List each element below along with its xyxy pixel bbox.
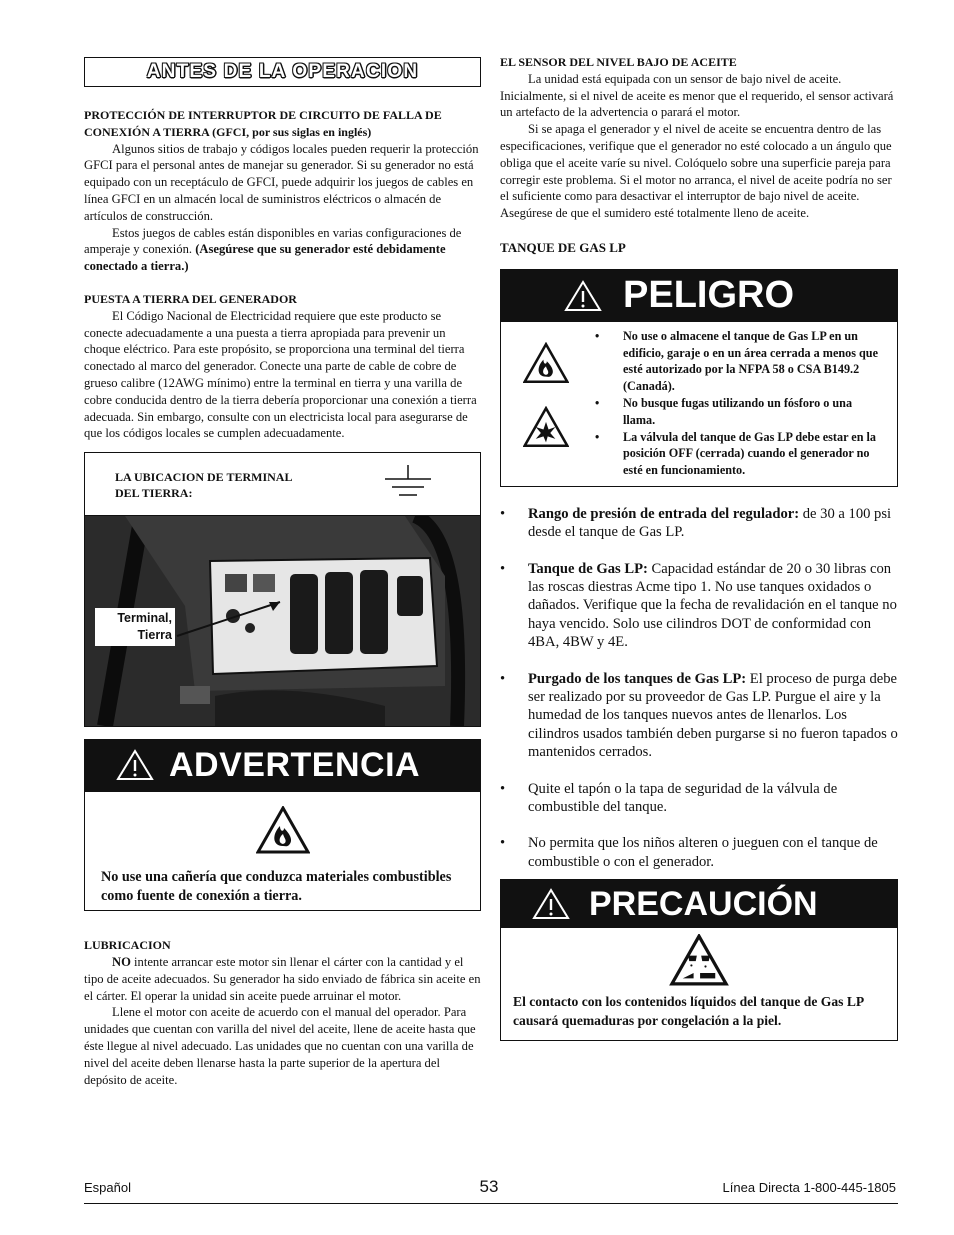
warning-box xyxy=(84,739,481,911)
warning-triangle-icon xyxy=(563,279,603,313)
terminal-label: Terminal, Tierra xyxy=(95,608,175,646)
lubrication-paragraph-1: NO intente arrancar este motor sin llenar el cárter con la cantidad y el tipo de aceite adecuados. Su generador ha sido enviado de fábrica sin aceite en el cárter. El operar la unidad sin aceite puede arruinar el motor. xyxy=(84,954,481,1003)
lp-bullet: • No permita que los niños alteren o jueguen con el tanque de combustible o con el generador. xyxy=(500,834,898,871)
warning-header xyxy=(85,740,480,792)
generator-photo xyxy=(84,516,481,727)
lp-bullet: • Purgado de los tanques de Gas LP: El proceso de purga debe ser realizado por su proveedor de Gas LP. Purgue el aire y la humedad de los tanques nuevos antes de llenarlos. Los cilindros usados también deben purgarse si no fueron tapados o mantenidos cerrados. xyxy=(500,670,898,762)
danger-title: PELIGRO xyxy=(623,274,795,317)
gfci-heading: PROTECCIÓN DE INTERRUPTOR DE CIRCUITO DE FALLA DE CONEXIÓN A TIERRA (GFCI, por sus siglas en inglés) xyxy=(84,108,442,139)
page-number: 53 xyxy=(479,1177,499,1196)
oil-sensor-heading: EL SENSOR DEL NIVEL BAJO DE ACEITE xyxy=(500,55,737,69)
ground-symbol-icon xyxy=(383,465,433,505)
figure-caption-box xyxy=(84,452,481,516)
footer-language: Español xyxy=(84,1180,131,1195)
lubrication-heading: LUBRICACION xyxy=(84,938,171,953)
footer-hotline: Línea Directa 1-800-445-1805 xyxy=(722,1180,896,1195)
caution-box xyxy=(500,879,898,1041)
warning-text: No use una cañería que conduzca materiales combustibles como fuente de conexión a tierra. xyxy=(101,869,452,905)
caution-text: El contacto con los contenidos líquidos del tanque de Gas LP causará quemaduras por congelación a la piel. xyxy=(513,994,864,1029)
caution-title: PRECAUCIÓN xyxy=(589,884,818,923)
lp-bullet: • Quite el tapón o la tapa de seguridad de la válvula de combustible del tanque. xyxy=(500,780,898,817)
grounding-paragraph: El Código Nacional de Electricidad requiere que este producto se conecte adecuadamente a una puesta a tierra apropiada para prevenir un choque eléctrico. Para este propósito, se proporciona una terminal del tierra conectado al marco del generador. Conecte una parte de cable de cobre de grueso calibre (12AWG mínimo) entre la terminal en tierra y una varilla de cobre conducida dentro de la tierra debería proporcionar una conexión a tierra adecuada. Sin embargo, consulte con un electricista local para asegurarse de que los códigos locales se cumplen adecuadamente. xyxy=(84,308,477,441)
fire-hazard-icon xyxy=(256,806,310,854)
warning-triangle-icon xyxy=(115,748,155,782)
danger-item: • No use o almacene el tanque de Gas LP en un edificio, garaje o en un área cerrada a menos que esté autorizado por la NFPA 58 o CSA B149.2 (Canadá). xyxy=(595,328,885,395)
danger-header xyxy=(501,270,897,322)
footer-rule xyxy=(84,1203,898,1204)
gfci-paragraph-1: Algunos sitios de trabajo y códigos locales pueden requerir la protección GFCI para el personal antes de manejar su generador. Si su generador no está equipado con un receptáculo de GFCI, puede adquirir los juegos de cables en línea GFCI en un almacén local de suministros eléctricos o almacén de artículos de construcción. xyxy=(84,141,479,223)
right-column xyxy=(500,54,898,1041)
warning-title: ADVERTENCIA xyxy=(169,745,421,784)
lubrication-paragraph-2: Llene el motor con aceite de acuerdo con el manual del operador. Para unidades que cuentan con varilla del nivel del aceite, llene de aceite hasta que éste llegue al nivel adecuado. Las unidades que no cuentan con una varilla de nivel del aceite deben llenarse hasta la parte superior de la apertura del depósito de aceite. xyxy=(84,1005,476,1087)
lp-bullet-list xyxy=(500,505,898,872)
grounding-heading: PUESTA A TIERRA DEL GENERADOR xyxy=(84,291,297,306)
figure-caption-line1: LA UBICACION DE TERMINAL xyxy=(115,470,293,485)
oil-sensor-paragraph-2: Si se apaga el generador y el nivel de aceite se encuentra dentro de las especificaciones, verifique que el generador no esté colocado a un ángulo que obliga que el aceite varíe su nivel. Colóquelo sobre una superficie pareja para corregir este problema. Si el motor no arranca, el nivel de aceite podría no ser el suficiente como para desactivar el interruptor de bajo nivel de aceite. Asegúrese de que el sumidero esté totalmente lleno de aceite. xyxy=(500,122,892,221)
lp-bullet: • Tanque de Gas LP: Capacidad estándar de 20 o 30 libras con las roscas diestras Acme tipo 1. No use tanques oxidados o dañados. Verifique que la fecha de revalidación en el tanque no haya vencido. Solo use cilindros DOT de conformidad con 4BA, 4BW y 4E. xyxy=(500,560,898,652)
gfci-paragraph-2: Estos juegos de cables están disponibles en varias configuraciones de amperaje y conexión. (Asegúrese que su generador esté debidamente conectado a tierra.) xyxy=(84,225,462,274)
section-title: ANTES DE LA OPERACION xyxy=(84,57,481,87)
flammable-icon xyxy=(523,342,569,384)
danger-item: • No busque fugas utilizando un fósforo o una llama. xyxy=(595,395,885,429)
lp-bullet: • Rango de presión de entrada del regulador: de 30 a 100 psi desde el tanque de Gas LP. xyxy=(500,505,898,542)
caution-header xyxy=(501,880,897,928)
figure-caption-line2: DEL TIERRA: xyxy=(115,486,193,501)
danger-item: • La válvula del tanque de Gas LP debe estar en la posición OFF (cerrada) cuando el generador no esté en funcionamiento. xyxy=(595,429,885,479)
oil-sensor-paragraph-1: La unidad está equipada con un sensor de bajo nivel de aceite. Inicialmente, si el nivel de aceite es menor que el requerido, el sensor activará un artefacto de la advertencia o parará el motor. xyxy=(500,71,894,120)
danger-box xyxy=(500,269,898,487)
corrosive-icon xyxy=(669,934,729,986)
lp-tank-heading: TANQUE DE GAS LP xyxy=(500,239,626,255)
explosion-icon xyxy=(523,406,569,448)
left-column xyxy=(84,54,481,1088)
danger-list xyxy=(595,328,885,479)
warning-triangle-icon xyxy=(531,887,571,921)
ground-terminal-figure xyxy=(84,452,481,727)
